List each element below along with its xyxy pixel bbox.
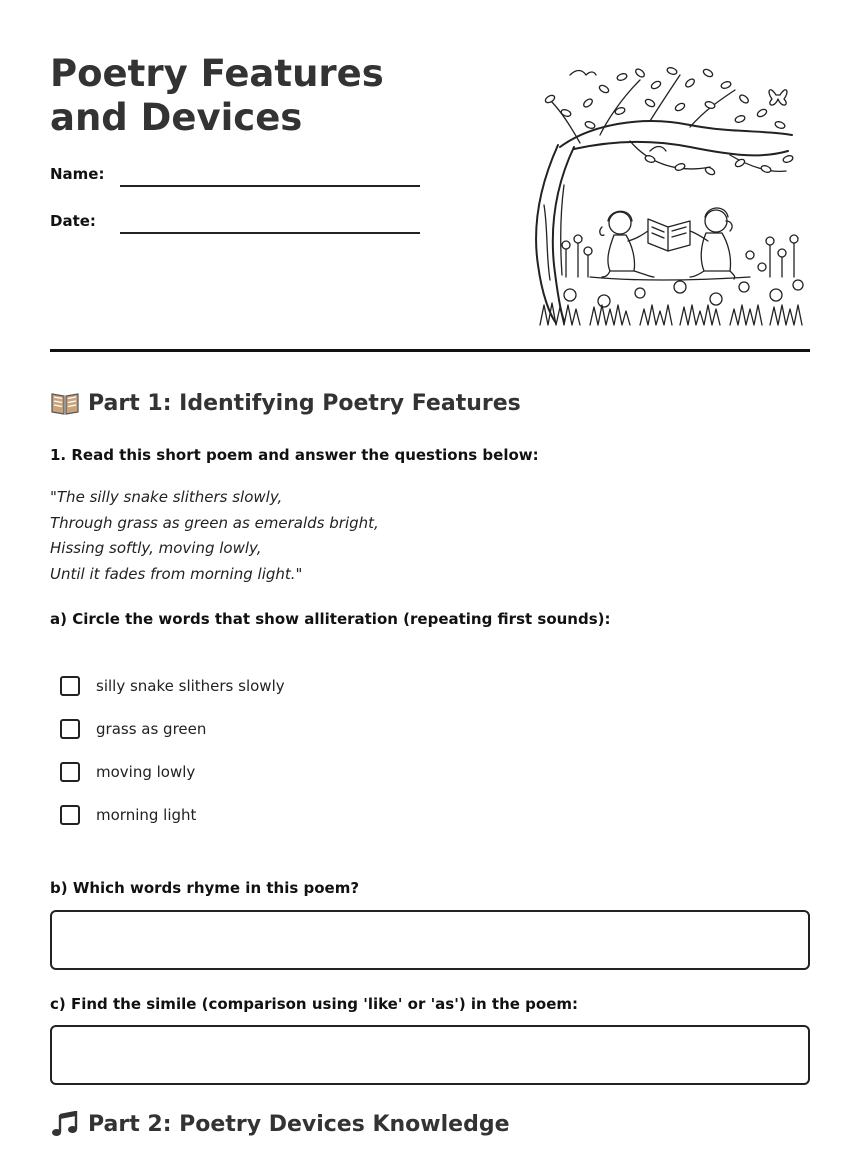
name-label: Name:: [50, 165, 105, 183]
alliteration-option[interactable]: [60, 674, 460, 698]
name-field: [50, 165, 430, 195]
checkbox[interactable]: [60, 805, 80, 825]
option-label: silly snake slithers slowly: [96, 677, 285, 695]
rhyme-answer-box[interactable]: [50, 910, 810, 970]
poem-line: "The silly snake slithers slowly,: [50, 488, 283, 506]
part1-heading: [50, 390, 521, 416]
question-b: b) Which words rhyme in this poem?: [50, 879, 360, 897]
page-title: Poetry Features and Devices: [50, 52, 384, 139]
simile-answer-box[interactable]: [50, 1025, 810, 1085]
option-label: morning light: [96, 806, 197, 824]
children-reading-under-tree-illustration: [530, 55, 810, 327]
music-note-icon: [50, 1111, 80, 1137]
open-book-icon: [50, 390, 80, 416]
poem-line: Until it fades from morning light.": [50, 565, 303, 584]
alliteration-option[interactable]: [60, 717, 460, 741]
option-label: grass as green: [96, 720, 207, 738]
poem-line: Hissing softly, moving lowly,: [50, 539, 262, 558]
part2-title: Part 2: Poetry Devices Knowledge: [88, 1111, 510, 1137]
part1-title: Part 1: Identifying Poetry Features: [88, 390, 521, 416]
header-divider: [50, 349, 810, 352]
alliteration-option[interactable]: [60, 803, 460, 827]
question-1: 1. Read this short poem and answer the questions below:: [50, 446, 539, 464]
part2-heading: [50, 1111, 510, 1137]
name-line[interactable]: [120, 185, 420, 187]
poem-line: Through grass as green as emeralds bright,: [50, 513, 379, 532]
date-field: [50, 212, 430, 242]
option-label: moving lowly: [96, 763, 196, 781]
date-line[interactable]: [120, 232, 420, 234]
poem-block: [50, 485, 379, 588]
checkbox[interactable]: [60, 676, 80, 696]
date-label: Date:: [50, 212, 96, 230]
alliteration-option[interactable]: [60, 760, 460, 784]
question-a: a) Circle the words that show alliteration (repeating first sounds):: [50, 610, 611, 628]
checkbox[interactable]: [60, 719, 80, 739]
question-c: c) Find the simile (comparison using 'like' or 'as') in the poem:: [50, 995, 579, 1013]
checkbox[interactable]: [60, 762, 80, 782]
